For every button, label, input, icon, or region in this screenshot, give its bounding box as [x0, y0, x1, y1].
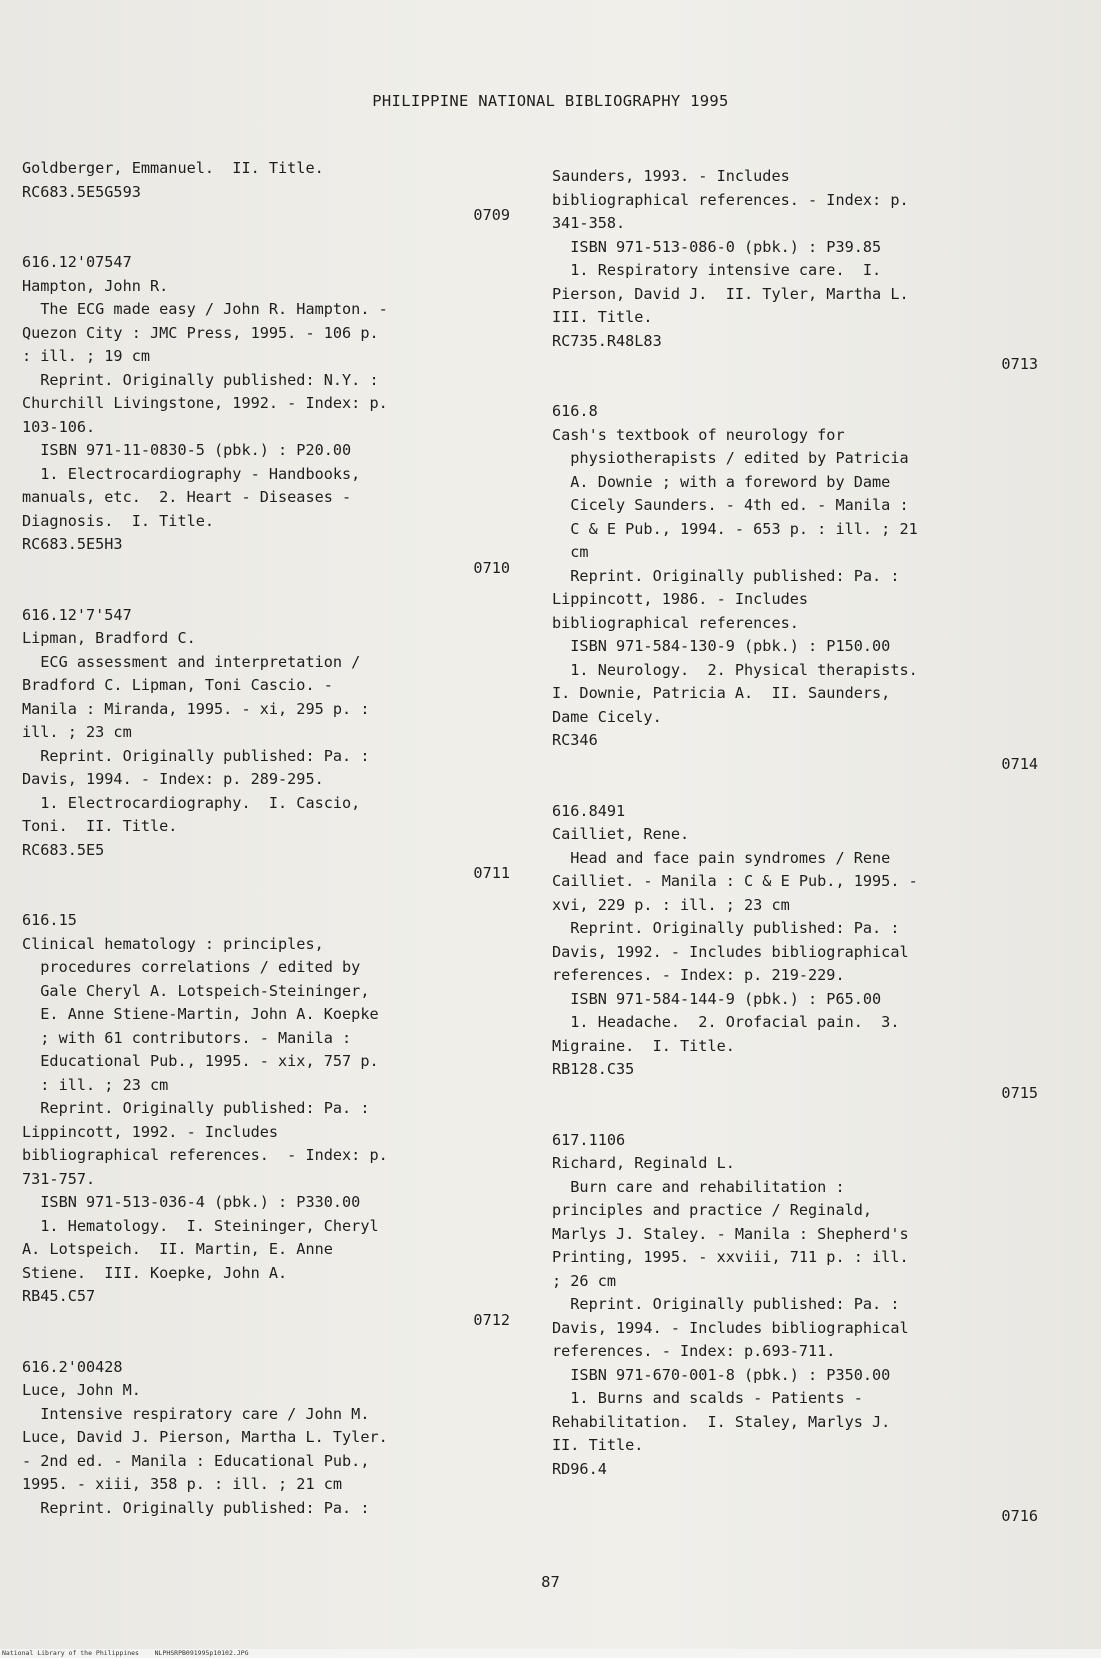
entry-spacer — [22, 1332, 510, 1356]
entry-line: Cailliet, Rene. — [552, 825, 690, 843]
entry-line: Bradford C. Lipman, Toni Cascio. - — [22, 676, 333, 694]
entry-line: Stiene. III. Koepke, John A. — [22, 1263, 288, 1282]
entry-line: Cash's textbook of neurology for — [552, 425, 845, 444]
entry-line: cm — [552, 543, 589, 561]
accession-number: 0714 — [1001, 754, 1038, 773]
entry-line: Cailliet. - Manila : C & E Pub., 1995. - — [552, 872, 918, 890]
entry-line: Rehabilitation. I. Staley, Marlys J. — [552, 1412, 891, 1431]
entry-line: procedures correlations / edited by — [22, 958, 361, 976]
right-column — [552, 165, 1038, 1528]
accession-number: 0711 — [473, 864, 510, 882]
entry-spacer — [22, 228, 510, 252]
entry-line: bibliographical references. - Index: p. — [552, 190, 909, 209]
entry-line: physiotherapists / edited by Patricia — [552, 449, 909, 467]
accession-number: 0710 — [473, 558, 510, 577]
entry-line: Lippincott, 1986. - Includes — [552, 590, 809, 608]
entry-line: RC683.5E5G593 — [22, 182, 141, 201]
entry-line: Davis, 1992. - Includes bibliographical — [552, 942, 909, 961]
entry-line: Davis, 1994. - Index: p. 289-295. — [22, 770, 324, 788]
entry-line: Diagnosis. I. Title. — [22, 511, 215, 530]
entry-line: ISBN 971-670-001-8 (pbk.) : P350.00 — [552, 1365, 891, 1384]
entry-line: xvi, 229 p. : ill. ; 23 cm — [552, 895, 790, 914]
entry-line: Reprint. Originally published: Pa. : — [552, 566, 900, 585]
entry-line: ; 26 cm — [552, 1271, 617, 1290]
entry-line: 616.8491 — [552, 801, 626, 820]
entry-line: RB128.C35 — [552, 1060, 635, 1078]
entry-line: III. Title. — [552, 308, 653, 326]
entry-line: The ECG made easy / John R. Hampton. - — [22, 300, 388, 318]
entry-line: principles and practice / Reginald, — [552, 1201, 873, 1219]
entry-line: Cicely Saunders. - 4th ed. - Manila : — [552, 496, 909, 514]
entry-spacer — [552, 1481, 1038, 1505]
entry-line: 731-757. — [22, 1169, 96, 1188]
entry-line: RC683.5E5H3 — [22, 535, 123, 553]
entry-line: ISBN 971-11-0830-5 (pbk.) : P20.00 — [22, 441, 352, 459]
entry-line: Davis, 1994. - Includes bibliographical — [552, 1318, 909, 1337]
entry-line: 616.12'07547 — [22, 253, 132, 271]
entry-line: Goldberger, Emmanuel. II. Title. — [22, 159, 324, 177]
entry-line: 616.2'00428 — [22, 1357, 123, 1376]
entry-line: Clinical hematology : principles, — [22, 934, 324, 953]
entry-line: 616.8 — [552, 402, 598, 420]
entry-line: 1. Headache. 2. Orofacial pain. 3. — [552, 1013, 900, 1031]
entry-line: Reprint. Originally published: Pa. : — [22, 746, 370, 765]
entry-spacer — [22, 580, 510, 604]
entry-line: Luce, John M. — [22, 1381, 141, 1399]
entry-line: I. Downie, Patricia A. II. Saunders, — [552, 684, 891, 702]
entry-line: A. Lotspeich. II. Martin, E. Anne — [22, 1240, 333, 1258]
entry-spacer — [552, 1105, 1038, 1129]
entry-line: ISBN 971-584-130-9 (pbk.) : P150.00 — [552, 637, 891, 655]
entry-line: Educational Pub., 1995. - xix, 757 p. — [22, 1052, 379, 1070]
entry-line: Reprint. Originally published: Pa. : — [22, 1498, 370, 1517]
entry-line: Luce, David J. Pierson, Martha L. Tyler. — [22, 1428, 388, 1446]
entry-line: Reprint. Originally published: Pa. : — [22, 1099, 370, 1117]
entry-line: bibliographical references. — [552, 613, 799, 632]
entry-line: Richard, Reginald L. — [552, 1154, 735, 1172]
entry-line: 1. Electrocardiography - Handbooks, — [22, 464, 361, 483]
entry-line: Lipman, Bradford C. — [22, 629, 196, 647]
entry-line: Intensive respiratory care / John M. — [22, 1404, 370, 1423]
entry-line: ill. ; 23 cm — [22, 723, 132, 741]
entry-spacer — [552, 776, 1038, 800]
entry-line: Manila : Miranda, 1995. - xi, 295 p. : — [22, 699, 370, 718]
running-head: PHILIPPINE NATIONAL BIBLIOGRAPHY 1995 — [372, 92, 729, 110]
entry-line: 1. Neurology. 2. Physical therapists. — [552, 660, 918, 679]
entry-line: Toni. II. Title. — [22, 817, 178, 835]
entry-line: 616.15 — [22, 911, 77, 929]
accession-number: 0712 — [473, 1310, 510, 1329]
entry-line: A. Downie ; with a foreword by Dame — [552, 472, 891, 491]
entry-line: ISBN 971-513-086-0 (pbk.) : P39.85 — [552, 237, 882, 256]
entry-line: RD96.4 — [552, 1459, 607, 1478]
entry-line: ; with 61 contributors. - Manila : — [22, 1028, 352, 1047]
page-number: 87 — [541, 1573, 560, 1591]
accession-number: 0715 — [1001, 1083, 1038, 1102]
entry-line: 1. Electrocardiography. I. Cascio, — [22, 793, 361, 812]
entry-line: RC683.5E5 — [22, 840, 105, 859]
entry-line: Quezon City : JMC Press, 1995. - 106 p. — [22, 323, 379, 342]
entry-line: references. - Index: p. 219-229. — [552, 966, 845, 984]
entry-line: 1995. - xiii, 358 p. : ill. ; 21 cm — [22, 1475, 343, 1493]
entry-line: 1. Burns and scalds - Patients - — [552, 1389, 863, 1407]
entry-line: E. Anne Stiene-Martin, John A. Koepke — [22, 1005, 379, 1023]
entry-line: Saunders, 1993. - Includes — [552, 167, 790, 185]
accession-number: 0709 — [473, 206, 510, 224]
entry-line: ECG assessment and interpretation / — [22, 652, 361, 671]
entry-line: Churchill Livingstone, 1992. - Index: p. — [22, 394, 388, 412]
entry-line: : ill. ; 23 cm — [22, 1075, 169, 1094]
entry-line: RC346 — [552, 731, 598, 749]
entry-line: Gale Cheryl A. Lotspeich-Steininger, — [22, 981, 370, 1000]
entry-line: Reprint. Originally published: N.Y. : — [22, 370, 379, 389]
entry-line: Reprint. Originally published: Pa. : — [552, 1295, 900, 1313]
entry-line: 616.12'7'547 — [22, 605, 132, 624]
entry-line: 103-106. — [22, 417, 96, 436]
scan-footer: National Library of the Philippines NLPHSRPB091995p10102.JPG — [0, 1649, 1101, 1658]
entry-line: 341-358. — [552, 214, 626, 232]
entry-line: manuals, etc. 2. Heart - Diseases - — [22, 488, 352, 506]
entry-spacer — [552, 377, 1038, 401]
entry-line: Lippincott, 1992. - Includes — [22, 1122, 279, 1141]
entry-line: 617.1106 — [552, 1130, 626, 1149]
entry-line: ISBN 971-584-144-9 (pbk.) : P65.00 — [552, 989, 882, 1008]
entry-line: Burn care and rehabilitation : — [552, 1177, 845, 1196]
entry-line: Migraine. I. Title. — [552, 1036, 735, 1055]
entry-line: II. Title. — [552, 1436, 644, 1454]
entry-line: Reprint. Originally published: Pa. : — [552, 919, 900, 937]
entry-line: C & E Pub., 1994. - 653 p. : ill. ; 21 — [552, 519, 918, 538]
entry-line: Marlys J. Staley. - Manila : Shepherd's — [552, 1224, 909, 1243]
entry-line: 1. Respiratory intensive care. I. — [552, 261, 882, 279]
entry-line: RB45.C57 — [22, 1287, 96, 1305]
entry-line: Dame Cicely. — [552, 707, 662, 726]
entry-line: references. - Index: p.693-711. — [552, 1342, 836, 1360]
entry-line: : ill. ; 19 cm — [22, 347, 151, 365]
entry-line: Head and face pain syndromes / Rene — [552, 848, 891, 867]
entry-line: - 2nd ed. - Manila : Educational Pub., — [22, 1451, 370, 1470]
entry-line: Pierson, David J. II. Tyler, Martha L. — [552, 284, 909, 303]
entry-line: bibliographical references. - Index: p. — [22, 1146, 388, 1164]
entry-line: 1. Hematology. I. Steininger, Cheryl — [22, 1216, 379, 1235]
accession-number: 0713 — [1001, 355, 1038, 373]
entry-line: ISBN 971-513-036-4 (pbk.) : P330.00 — [22, 1193, 361, 1211]
left-column — [22, 157, 510, 1520]
entry-line: RC735.R48L83 — [552, 331, 662, 350]
accession-number: 0716 — [1001, 1506, 1038, 1525]
entry-spacer — [22, 886, 510, 910]
entry-line: Hampton, John R. — [22, 276, 169, 295]
entry-line: Printing, 1995. - xxviii, 711 p. : ill. — [552, 1248, 909, 1266]
